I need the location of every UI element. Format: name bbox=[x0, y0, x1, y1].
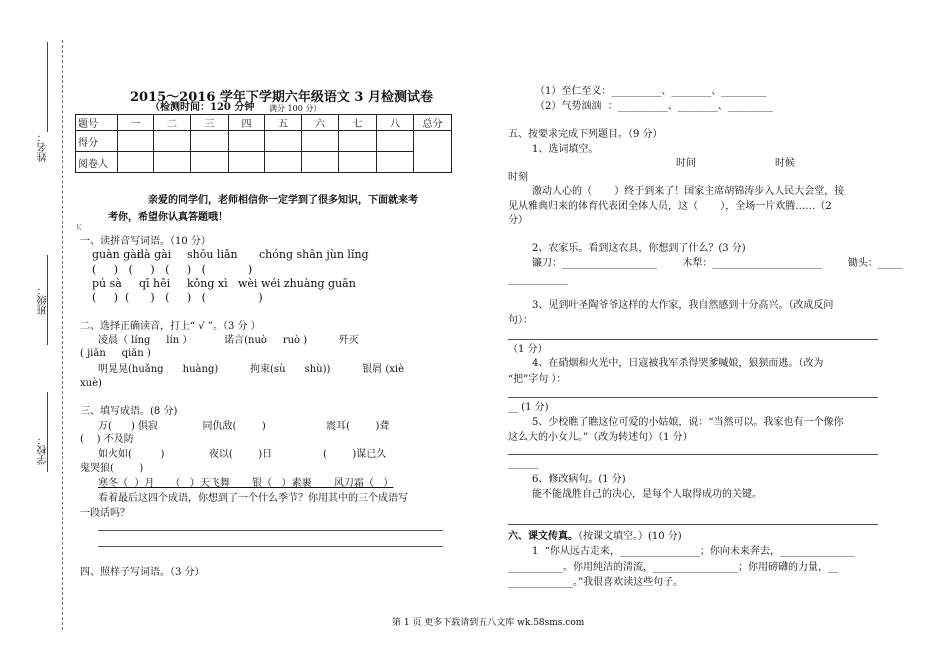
section-2-line-4: xuè) bbox=[80, 378, 102, 389]
question-3-score: （1 分） bbox=[508, 344, 548, 355]
word-task-2: （2）气势汹汹 ：__________、________、_________ bbox=[535, 101, 773, 112]
question-4-score: __ (1 分) bbox=[508, 402, 549, 413]
table-header-cell: 总分 bbox=[414, 115, 452, 131]
table-header-cell: 二 bbox=[154, 115, 191, 131]
section-6-title-bold: 六、课文传真。 bbox=[508, 531, 578, 542]
table-header-cell: 题号 bbox=[76, 115, 118, 131]
pinyin-1: guàn gài bbox=[92, 248, 141, 261]
side-rule-top bbox=[47, 42, 48, 132]
answer-line-5[interactable] bbox=[508, 454, 878, 455]
table-header-cell: 一 bbox=[118, 115, 154, 131]
score-cell[interactable] bbox=[339, 131, 377, 152]
pinyin-5: pú sà bbox=[92, 277, 122, 290]
section-6-line-2: ___________。你用纯洁的清流，_________________；你用磅礴的力量，__ bbox=[508, 562, 838, 573]
table-header-cell: 六 bbox=[302, 115, 339, 131]
section-6-title-rest: （按课文填空。）(10 分) bbox=[578, 531, 682, 542]
question-4-line-2: “把”字句 ）： bbox=[508, 374, 567, 385]
grader-cell[interactable] bbox=[118, 152, 154, 173]
choice-word-2: 时候 bbox=[775, 158, 795, 169]
pinyin-6: qī hēi bbox=[139, 277, 171, 290]
grader-cell[interactable] bbox=[377, 152, 414, 173]
pinyin-3: shōu liǎn bbox=[187, 248, 238, 261]
greeting-line-1: 亲爱的同学们，老师相信你一定学到了很多知识，下面就来考 bbox=[148, 195, 418, 206]
question-3-line-1: 3、见到叶圣陶爷爷这样的大作家，我自然感到十分高兴。（改成反问 bbox=[532, 300, 834, 311]
section-3-line-7: 一段话吗？ bbox=[80, 508, 130, 519]
question-1-line-2: 见从雅典归来的体育代表团全体人员，这（ ），全场一片欢腾……（2 bbox=[508, 201, 832, 212]
section-2-line-3: 明晃晃(huǎng huàng) 拘束(sù shù)) 银屑 (xiè bbox=[98, 364, 405, 375]
question-5-line-1: 5、少校瞧了瞧这位可爱的小姑娘，说：“当然可以。我家也有一个像你 bbox=[532, 417, 844, 428]
section-3-line-6: 看着最后这四个成语，你想到了一个什么季节？你用其中的三个成语写 bbox=[98, 493, 408, 504]
table-header-cell: 八 bbox=[377, 115, 414, 131]
question-2-line-1: 镰刀：___________________ 木犁：______________________ 锄头：_____ bbox=[532, 258, 903, 269]
answer-line-3[interactable] bbox=[508, 339, 878, 340]
section-3-line-2: ( ) 不及防 bbox=[80, 434, 134, 445]
grader-cell[interactable] bbox=[191, 152, 229, 173]
table-header-cell: 七 bbox=[339, 115, 377, 131]
table-header-cell: 四 bbox=[229, 115, 265, 131]
pinyin-8: wèi wéi zhuàng guān bbox=[238, 277, 356, 290]
grader-cell[interactable] bbox=[229, 152, 265, 173]
table-header-cell: 五 bbox=[265, 115, 302, 131]
section-1-title: 一、读拼音写词语。（10 分） bbox=[80, 236, 211, 247]
page-footer: 第 1 页 更多下载请到五八文库 wk.58sms.com bbox=[392, 618, 585, 628]
section-3-line-4: 鬼哭狼( ) bbox=[80, 463, 144, 474]
section-3-title: 三、填写成语。(8 分) bbox=[80, 406, 178, 417]
section-2-line-2: ( jiān qiān ) bbox=[80, 348, 151, 359]
word-task-1: （1）至仁至义：__________、________、_________ bbox=[535, 86, 767, 97]
section-2-title: 二、选择正确读音，打上“ √ ”。（3 分 ） bbox=[80, 321, 261, 332]
score-cell[interactable] bbox=[229, 131, 265, 152]
score-table-header bbox=[76, 115, 452, 131]
grader-cell[interactable] bbox=[302, 152, 339, 173]
binding-line bbox=[62, 40, 63, 630]
choice-word-3: 时刻 bbox=[508, 172, 528, 183]
margin-marker: K bbox=[76, 223, 82, 232]
section-6-title bbox=[508, 530, 682, 543]
table-row bbox=[76, 131, 452, 152]
class-label: 班级： bbox=[38, 285, 49, 315]
grader-cell[interactable] bbox=[265, 152, 302, 173]
writing-line-1[interactable] bbox=[98, 530, 443, 531]
name-label: 姓名： bbox=[38, 132, 49, 162]
section-6-line-3: _____________。”我很喜欢读这些句子。 bbox=[508, 577, 684, 588]
section-3-line-5: 寒冬（ ）月 （ ）天飞舞 银（ ）素裹 风刀霜（ ） bbox=[98, 478, 394, 489]
score-cell[interactable] bbox=[191, 131, 229, 152]
score-cell[interactable] bbox=[118, 131, 154, 152]
grader-cell[interactable] bbox=[154, 152, 191, 173]
pinyin-7: kǒng xì bbox=[187, 277, 228, 290]
answer-blanks-2[interactable]: ( ) ( ) ( ) ( ) bbox=[92, 291, 263, 304]
exam-time: （检测时间：120 分钟 bbox=[150, 102, 255, 113]
score-cell[interactable] bbox=[377, 131, 414, 152]
score-cell[interactable] bbox=[265, 131, 302, 152]
question-5-blank[interactable]: ______ bbox=[508, 458, 538, 469]
row-label: 阅卷人 bbox=[76, 152, 118, 173]
total-cell[interactable] bbox=[414, 131, 452, 173]
writing-line-2[interactable] bbox=[98, 546, 443, 547]
question-4-line-1: 4、在硝烟和火光中，日寇被我军杀得哭爹喊娘，狼狈而逃。（改为 bbox=[532, 358, 824, 369]
section-4-title: 四、照样子写词语。（3 分） bbox=[80, 567, 205, 578]
score-table bbox=[75, 114, 452, 173]
score-cell[interactable] bbox=[302, 131, 339, 152]
greeting-line-2: 考你，希望你认真答题哦！ bbox=[108, 212, 228, 223]
section-2-line-1: 凌晨（ líng lín ） 诺言(nuò ruò ) 歼灭 bbox=[98, 335, 359, 346]
choice-word-1: 时间 bbox=[676, 158, 696, 169]
question-6-title: 6、修改病句。(1 分) bbox=[532, 474, 626, 485]
question-1-line-3: 分） bbox=[508, 215, 528, 226]
grader-cell[interactable] bbox=[339, 152, 377, 173]
school-label: 学校： bbox=[38, 435, 49, 465]
section-5-title: 五、按要求完成下列题目。（9 分） bbox=[508, 129, 663, 140]
question-3-line-2: 句）： bbox=[508, 315, 533, 326]
pinyin-2: dà gài bbox=[137, 248, 172, 261]
total-score: 满分 100 分） bbox=[269, 104, 322, 113]
question-5-line-2: 这么大的小女儿。”（改为转述句）（1 分） bbox=[508, 432, 693, 443]
answer-blanks-1[interactable]: ( ) ( ) ( ) ( ) bbox=[92, 263, 253, 276]
section-3-line-3: 如火如( ) 夜以( )日 ( )谋已久 bbox=[98, 449, 387, 460]
answer-line-4[interactable] bbox=[508, 397, 878, 398]
section-6-line-1: 1 “你从远古走来，________________；你向未来奔去，_______________ bbox=[532, 546, 855, 557]
table-row bbox=[76, 152, 452, 173]
page-title: 2015～2016 学年下学期六年级语文 3 月检测试卷 bbox=[130, 90, 433, 105]
section-3-line-1: 万( ) 俱寂 同仇敌( ) 震耳( )聋 bbox=[98, 421, 390, 432]
question-2-line-2: ____________ bbox=[508, 274, 568, 285]
pinyin-4: chóng shān jùn lǐng bbox=[259, 248, 369, 261]
table-header-cell: 三 bbox=[191, 115, 229, 131]
question-1-title: 1、选词填空。 bbox=[532, 144, 599, 155]
question-1-line-1: 激动人心的（ ）终于到来了！国家主席胡锦涛步入人民大会堂，接 bbox=[532, 186, 845, 197]
score-cell[interactable] bbox=[154, 131, 191, 152]
row-label: 得分 bbox=[76, 131, 118, 152]
question-2-title: 2、农家乐。看到这农具，你想到了什么？(3 分) bbox=[532, 243, 746, 254]
answer-line-6[interactable] bbox=[508, 524, 878, 525]
question-6-line-1: 能不能战胜自己的决心，是每个人取得成功的关键。 bbox=[532, 489, 762, 500]
